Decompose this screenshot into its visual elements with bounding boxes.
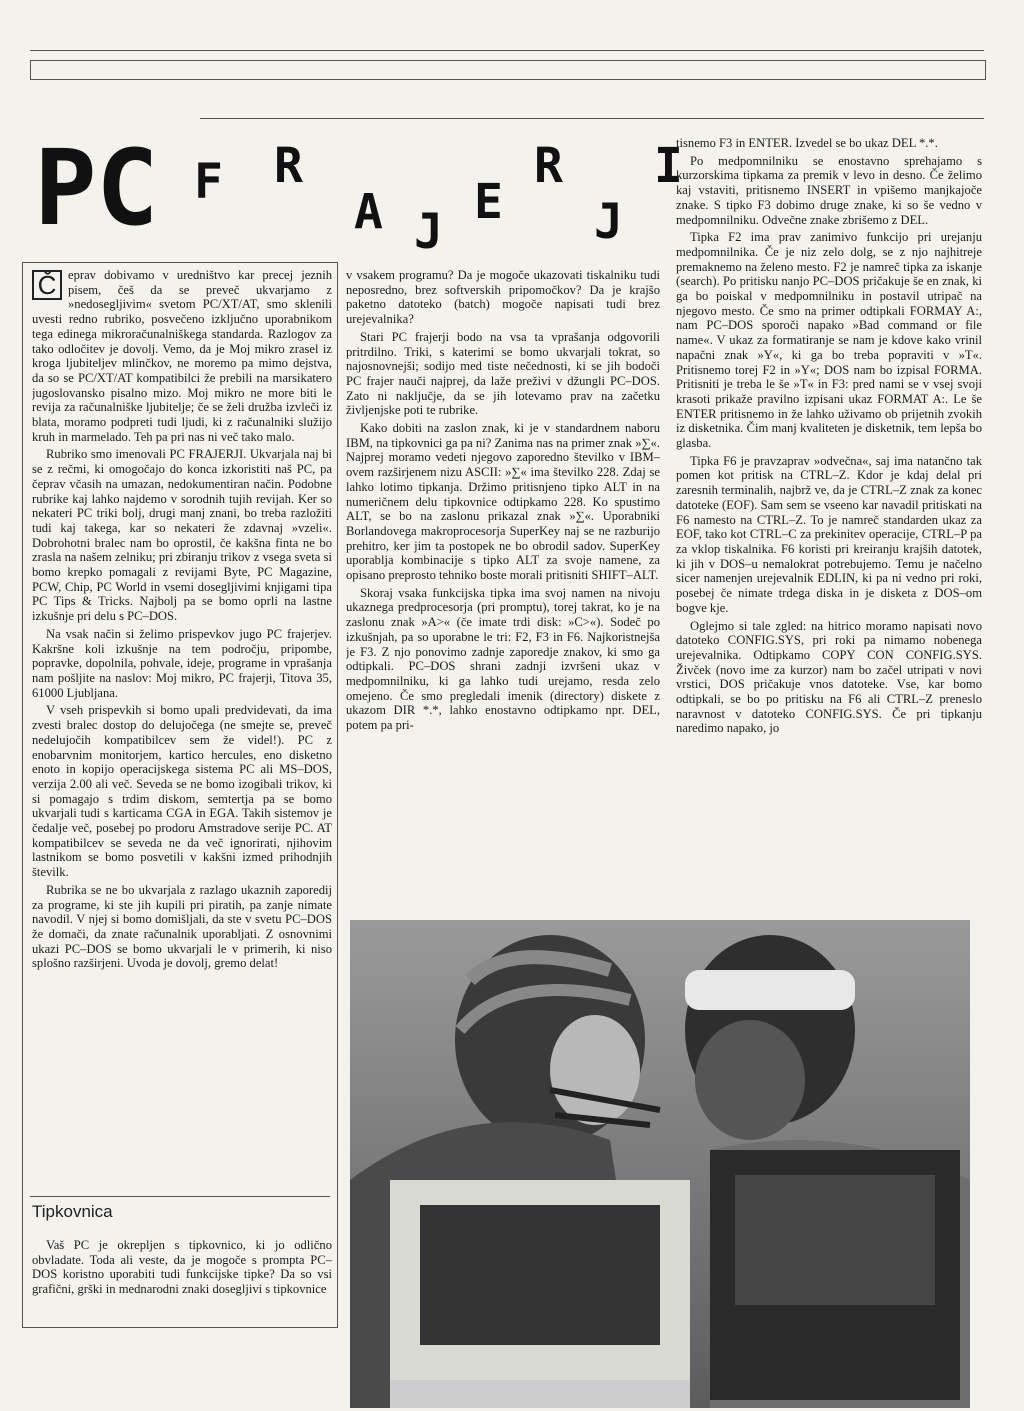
monitor-left-screen — [420, 1205, 660, 1345]
title-letter: A — [354, 184, 383, 240]
paragraph: V vseh prispevkih si bomo upali predvidevati, da ima zvesti bralec dostop do delujočega (ne smejte se, preveč nedelujočih kompatibilcev sem že videl!). PC z enobarvnim monitorjem, kartico hercules, eno disketno enoto in kopijo operacijskega sistema PC ali MS–DOS, verzija 2.00 ali več. Seveda se ne bomo izogibali trikov, ki si pomagajo s trdim diskom, semtertja pa se bomo ukvarjali tudi s karticama CGA in EGA. Takih sistemov je čedalje več, posebej po prodoru Amstradove serije PC. AT kompatibilcev se seveda ne da več ignorirati, njihovim lastnikom se bomo posvetili v kakšni izmed prihodnjih številk. — [32, 703, 332, 880]
column-2 — [346, 268, 660, 910]
title-letter-c: C — [96, 127, 153, 249]
paragraph: Skoraj vsaka funkcijska tipka ima svoj namen na nivoju ukaznega predprocesorja (pri promptu), torej takrat, ko je na zaslonu znak »A>« (če imate trdi disk: »C>«). Sodeč po izkušnjah, pa so uporabne le tri: F2, F3 in F6. Najkoristnejša je F3. Z njo ponovimo zadnje zaporedje znakov, ki smo ga odtipkali. PC–DOS shrani zadnji izvršeni ukaz v medpomnilniku, ki ga lahko tudi urejamo, resda zelo omejeno. Če smo pregledali imenik (directory) diskete z ukazom DIR *.*, lahko enostavno odtipkamo npr. DEL, potem pa pri- — [346, 585, 660, 733]
title-letter: J — [594, 194, 623, 250]
title-letter: R — [274, 138, 303, 194]
page-title — [34, 127, 683, 260]
header-frame — [30, 60, 986, 80]
photo-illustration — [350, 920, 970, 1408]
paragraph: Tipka F2 ima prav zanimivo funkcijo pri urejanju medpomnilnika. Če je niz zelo dolg, se z njo najhitreje premaknemo na želeno mesto. F2 je namreč tipka za iskanje (search). Po pritisku nanjo PC–DOS pričakuje še en znak, ki ga bo poiskal v medpomnilniku in postavil utripač na njegovo mesto. Če smo na primer odtipkali FORMAY A:, nam PC–DOS sporoči napako »Bad command or file name«. V ukaz za formatiranje se nam je kdove kako vrinil napačni znak »Y«, ki ga bo treba popraviti v »T«. Pritisnemo torej F2 in »Y«; DOS nam bo izpisal FORMA. Pritisniti je treba le še »T« in F3: pred nami se v vsej svoji krasoti prikaže pravilno izpisani ukaz FORMAT A:. Le še ENTER pritisnemo in že lahko uživamo ob prijetnih zvokih iz disketnika. Čim manj kvaliteten je disketnik, tem lepša bo glasba. — [676, 230, 982, 451]
headband — [685, 970, 855, 1010]
paragraph: Kako dobiti na zaslon znak, ki je v standardnem naboru IBM, na tipkovnici ga pa ni? Zanima nas na primer znak »∑«. Najprej moramo vedeti njegovo zaporedno številko v IBM–ovem razširjenem nizu ASCII: »∑« ima številko 228. Zdaj se lahko lotimo tipkanja. Držimo pritisnjeno tipko ALT in na numeričnem delu tipkovnice odtipkamo 228. Ko spustimo ALT, se bo na zaslonu prikazal znak »∑«. Uporabniki Borlandovega makroprocesorja SuperKey naj se ne razburijo prehitro, ker jim ta postopek ne bo obrodil sadov. SuperKey uporablja kombinacije s tipko ALT za svoje namene, za opisano preprosto tehniko boste morali pritisniti SHIFT–ALT. — [346, 421, 660, 583]
subhead-rule — [30, 1196, 330, 1197]
paragraph: v vsakem programu? Da je mogoče ukazovati tiskalniku tudi neposredno, brez softverskih pripomočkov? Da je krajšo paketno datoteko (batch) mogoče napisati tudi brez urejevalnika? — [346, 268, 660, 327]
man-face — [695, 1020, 805, 1140]
keyboard — [390, 1380, 690, 1408]
column-3 — [676, 136, 982, 914]
monitor-right-screen — [735, 1175, 935, 1305]
paragraph: Tipka F6 je pravzaprav »odvečna«, saj ima natančno tak pomen kot pritisk na CTRL–Z. Kdor je kdaj delal pri zaresnih terminalih, najbrž ve, da je CTRL–Z znak za konec datoteke (EOF). Sam sem se vseeno kar navadil pritiskati na F6 namesto na CTRL–Z. To je namreč standarden ukaz za EOF, tako kot CTRL–C za prekinitev operacije, CTRL–P pa za vklop tiskalnika. F6 koristi pri kreiranju krajših datotek, ki jih v DOS–u nemalokrat potrebujemo. Temu je načelno sicer namenjen urejevalnik EDLIN, ki pa ni vedno pri roki, posebej če nimate trdega diska in je disketa z DOS–om bogve kje. — [676, 453, 982, 615]
paragraph: tisnemo F3 in ENTER. Izvedel se bo ukaz DEL *.*. — [676, 136, 938, 150]
paragraph: eprav dobivamo v uredništvo kar precej jeznih pisem, češ da se preveč ukvarjamo z »nedosegljivim« svetom PC/XT/AT, smo sklenili uvesti redno rubriko, posvečeno izključno uporabnikom tega edinega mikroračunalniškega standarda. Razlogov za tako odločitev je dovolj. Vemo, da je Moj mikro zrasel iz kroga ljubiteljev mlinčkov, ne moremo pa mimo dejstva, da so se PC/XT/AT kompatibilci že prebili na marsikatero jugoslovansko pisalno mizo. Moj mikro ne more biti le revija za računalniške ljubitelje; če se želi družba izvleči iz blata, moramo podpreti tudi ljudi, ki z računalniki služijo kruh in marmelado. Teh pa pri nas ni več tako malo. — [32, 268, 332, 444]
paragraph: Oglejmo si tale zgled: na hitrico moramo napisati novo datoteko CONFIG.SYS, pri roki pa nimamo nobenega urejevalnika. Odtipkamo COPY CON CONFIG.SYS. Živček (novo ime za kurzor) nam bo začel utripati v novi vrstici, DOS pričakuje vnos datoteke. Vse, kar bomo odtipkali, se bo po pritisku na F6 ali CTRL–Z preneslo naravnost v datoteko CONFIG.SYS. Če pri tipkanju naredimo napako, jo — [676, 618, 982, 736]
title-letter-p: P — [34, 127, 91, 249]
title-letter: I — [654, 138, 683, 194]
paragraph: Po medpomnilniku se enostavno sprehajamo s kurzorskima tipkama za premik v levo in desno. Če želimo kaj vstaviti, pritisnemo INSERT in vpišemo manjkajoče znake. S tipko F3 dobimo druge znake, ki so še vedno v medpomnilniku. Odvečne znake zbrišemo z DEL. — [676, 153, 982, 227]
title-letter: F — [194, 154, 223, 210]
top-rule — [30, 50, 984, 51]
title-letter: R — [534, 138, 563, 194]
drop-cap: Č — [32, 270, 62, 300]
paragraph: Na vsak način si želimo prispevkov jugo PC frajerjev. Kakršne koli izkušnje na tem področju, pripombe, popravke, dopolnila, pohvale, ideje, programe in vprašanja nam pošljite na naslov: Moj mikro, PC frajerji, Titova 35, 61000 Ljubljana. — [32, 626, 332, 700]
paragraph: Vaš PC je okrepljen s tipkovnico, ki jo odlično obvladate. Toda ali veste, da je mogoče s prompta PC–DOS koristno uporabiti tudi funkcijske tipke? Da so vsi grafični, grški in mednarodni znaki dosegljivi s tipkovnice — [32, 1238, 332, 1297]
paragraph: Stari PC frajerji bodo na vsa ta vprašanja odgovorili pritrdilno. Triki, s katerimi se bomo ukvarjali tokrat, so najosnovnejši; sodijo med tiste nečednosti, ki se jih bodoči PC frajer nauči najprej, da laže preživi v džungli PC–DOS. Zato ni naključje, da se jih lotevamo prav na začetku življenjske poti te rubrike. — [346, 329, 660, 418]
photo-football-player-and-programmer — [350, 920, 970, 1408]
paragraph: Rubrika se ne bo ukvarjala z razlago ukaznih zaporedij za programe, ki ste jih kupili pri piratih, pa zanje nimate navodil. V njej si bomo domišljali, da ste v svetu PC–DOS že domači, da znate računalnik uporabljati. Z osnovnimi ukazi PC–DOS se bomo ukvarjali le v primerih, ki niso splošno razširjeni. Uvoda je dovolj, gremo delat! — [32, 882, 332, 971]
subhead-tipkovnica: Tipkovnica — [32, 1202, 113, 1221]
section-rule — [200, 118, 984, 119]
player-face — [550, 1015, 640, 1125]
column-1 — [32, 268, 332, 1192]
paragraph: Rubriko smo imenovali PC FRAJERJI. Ukvarjala naj bi se z rečmi, ki omogočajo do konca izkoristiti naš PC, pa čeprav včasih na umazan, nedokumentiran način. Podobne rubrike kaj lahko najdemo v sorodnih tujih revijah. Ker so nekateri PC triki bolj, drugi manj znani, bo treba razložiti tudi kaj takega, kar so nekateri že zdavnaj »vzeli«. Dobrohotni bralec nam bo oprostil, če kakšna finta ne bo zrasla na našem zelniku; pri zbiranju trikov z vsega sveta si bomo krepko pomagali z revijami Byte, PC Magazine, PCW, Chip, PC World in vsemi dosegljivimi knjigami tipa PC Tips & Tricks. Najbolj pa se bomo oprli na lastne izkušnje pri delu s PC–DOS. — [32, 447, 332, 624]
title-letter: E — [474, 174, 503, 230]
column-1-continued — [32, 1238, 332, 1322]
title-letter: J — [414, 204, 443, 260]
